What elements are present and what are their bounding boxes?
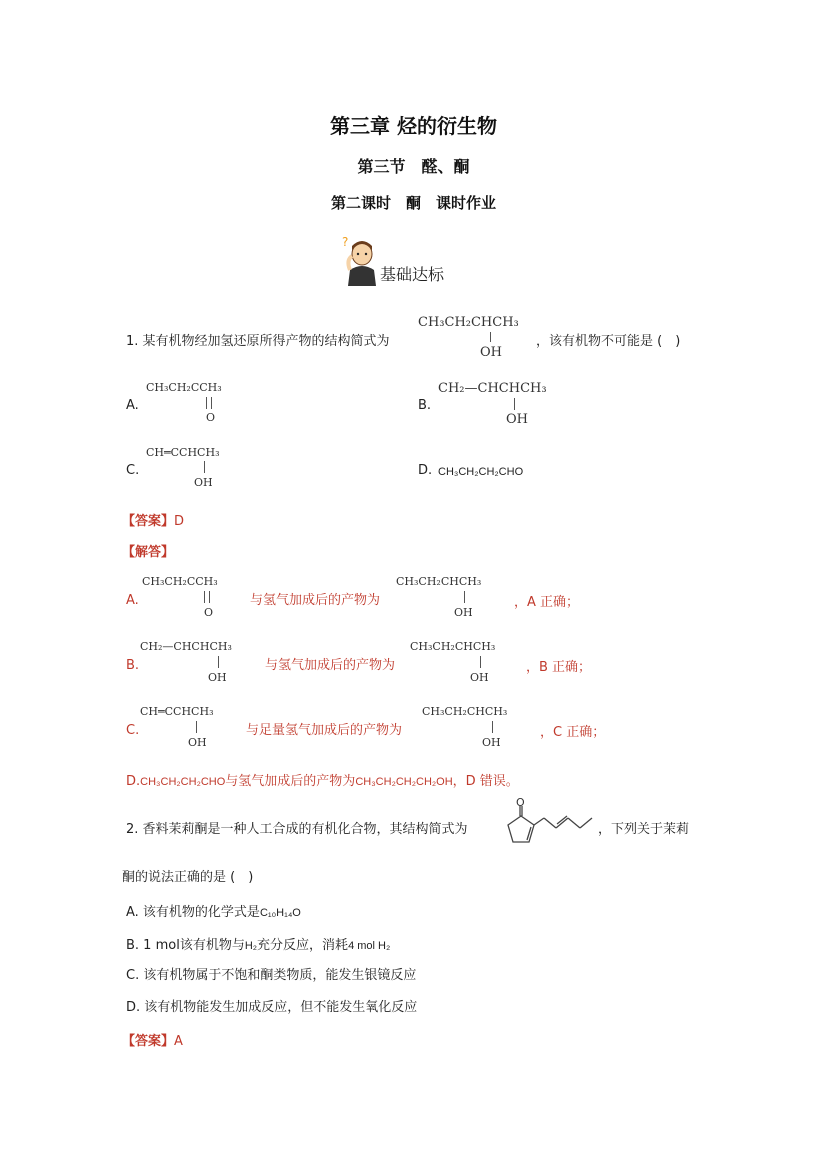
q2-answer: 【答案】A [122, 1034, 183, 1049]
analysis-a-reactant: CH₃CH₂CCH₃ O [142, 575, 218, 619]
section-title: 第三节 醛、酮 [357, 157, 470, 176]
svg-text:O: O [516, 796, 525, 809]
analysis-a-result: ，A 正确； [514, 595, 580, 610]
analysis-b-product: CH₃CH₂CHCH₃ OH [410, 640, 496, 684]
q2-line2: 酮的说法正确的是 ( ) [122, 870, 254, 885]
thinking-student-icon [340, 234, 384, 286]
analysis-d: D.CH₃CH₂CH₂CHO与氢气加成后的产物为CH₃CH₂CH₂CH₂OH，D 错误。 [126, 774, 519, 789]
q2-option-d[interactable]: D. 该有机物能发生加成反应，但不能发生氧化反应 [126, 1000, 418, 1015]
q1-product-formula: CH₃CH₂CHCH₃ OH [418, 315, 519, 360]
jasmone-structure-icon [502, 796, 598, 854]
q2-option-c[interactable]: C. 该有机物属于不饱和酮类物质，能发生银镜反应 [126, 968, 417, 983]
q1-option-a-formula: CH₃CH₂CCH₃ O [146, 381, 222, 424]
analysis-c-product: CH₃CH₂CHCH₃ OH [422, 705, 508, 749]
svg-text:?: ? [342, 235, 349, 249]
q1-option-a-label: A. [126, 398, 139, 413]
analysis-a-text: 与氢气加成后的产物为 [250, 593, 381, 608]
q1-option-b-label: B. [418, 398, 432, 413]
q2-option-b[interactable]: B. 1 mol该有机物与H₂充分反应，消耗4 mol H₂ [126, 938, 391, 953]
analysis-b-text: 与氢气加成后的产物为 [265, 658, 396, 673]
q1-option-d-formula: CH₃CH₂CH₂CHO [438, 466, 524, 478]
analysis-c-label: C. [126, 723, 140, 738]
analysis-a-label: A. [126, 593, 139, 608]
lesson-title: 第二课时 酮 课时作业 [330, 194, 496, 212]
analysis-c-reactant: CH═CCHCH₃ OH [140, 705, 214, 749]
analysis-c-text: 与足量氢气加成后的产物为 [246, 723, 403, 738]
q2-suffix: ，下列关于茉莉 [598, 822, 690, 837]
badge-label: 基础达标 [380, 265, 445, 284]
q1-option-b-formula: CH₂—CHCHCH₃ OH [438, 381, 547, 427]
q2-option-a[interactable]: A. 该有机物的化学式是C₁₀H₁₄O [126, 905, 301, 920]
q1-option-c-formula: CH═CCHCH₃ OH [146, 446, 220, 489]
analysis-c-result: ，C 正确； [540, 725, 606, 740]
analysis-b-label: B. [126, 658, 140, 673]
q1-option-c-label: C. [126, 463, 140, 478]
q1-prefix: 1. 某有机物经加氢还原所得产物的结构简式为 [126, 334, 390, 349]
q1-option-d-label: D. [418, 463, 433, 478]
chapter-title: 第三章 烃的衍生物 [330, 114, 497, 138]
q1-answer: 【答案】D [122, 514, 185, 529]
q2-prefix: 2. 香料茉莉酮是一种人工合成的有机化合物，其结构简式为 [126, 822, 468, 837]
q1-suffix: ，该有机物不可能是 ( ) [536, 334, 681, 349]
badge [340, 234, 470, 288]
analysis-a-product: CH₃CH₂CHCH₃ OH [396, 575, 482, 619]
analysis-b-reactant: CH₂—CHCHCH₃ OH [140, 640, 232, 684]
q1-analysis-label: 【解答】 [122, 545, 175, 560]
analysis-b-result: ，B 正确； [526, 660, 592, 675]
